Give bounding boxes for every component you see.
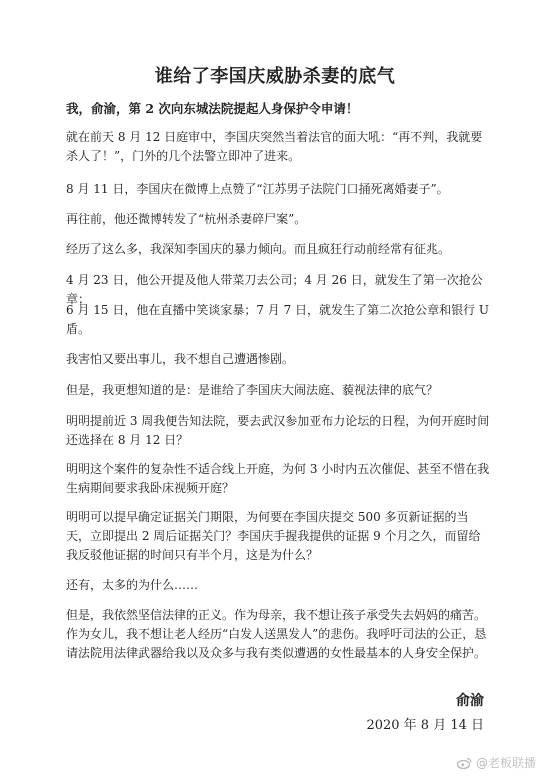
paragraph-13: 但是，我依然坚信法律的正义。作为母亲，我不想让孩子承受失去妈妈的痛苦。作为女儿，我不想让老人经历“白发人送黑发人”的悲伤。我呼吁司法的公正，恳请法院用法律武器给我以及众多与我有类似遭遇的女性最基本的人身安全保护。 bbox=[66, 608, 487, 660]
paragraph-5: 4 月 23 日，他公开提及他人带菜刀去公司；4 月 26 日，就发生了第一次抢公章； bbox=[66, 273, 483, 306]
signature-name: 俞渝 bbox=[456, 693, 484, 709]
paragraph-9: 明明提前近 3 周我便告知法院，要去武汉参加亚布力论坛的日程，为何开庭时间还选择在 8 月 12 日？ bbox=[66, 414, 490, 447]
paragraph-1: 就在前天 8 月 12 日庭审中，李国庆突然当着法官的面大吼：“再不判，我就要杀人了！”，门外的几个法警立即冲了进来。 bbox=[66, 130, 483, 163]
paragraph-4: 经历了这么多，我深知李国庆的暴力倾向。而且疯狂行动前经常有征兆。 bbox=[66, 242, 451, 256]
watermark bbox=[457, 754, 536, 771]
signature-date: 2020 年 8 月 14 日 bbox=[366, 718, 484, 733]
document-title: 谁给了李国庆威胁杀妻的底气 bbox=[154, 66, 396, 87]
paragraph-11: 明明可以提早确定证据关门期限，为何要在李国庆提交 500 多页新证据的当天，立即提出 2 周后证据关门？李国庆手握我提供的证据 9 个月之久，而留给我反驳他证据的时间只有半个月，这是为什么？ bbox=[66, 510, 481, 562]
paragraph-7: 我害怕又要出事儿，我不想自己遭遇惨剧。 bbox=[66, 352, 295, 366]
paragraph-3: 再往前，他还微博转发了“杭州杀妻碎尸案”。 bbox=[66, 212, 307, 226]
paragraph-12: 还有，太多的为什么…… bbox=[66, 578, 199, 592]
paragraph-2: 8 月 11 日，李国庆在微博上点赞了“江苏男子法院门口捅死离婚妻子”。 bbox=[66, 182, 449, 196]
lead-statement: 我，俞渝，第 2 次向东城法院提起人身保护令申请！ bbox=[66, 101, 359, 116]
paragraph-8: 但是，我更想知道的是：是谁给了李国庆大闹法庭、藐视法律的底气？ bbox=[66, 383, 439, 397]
paragraph-10: 明明这个案件的复杂性不适合线上开庭，为何 3 小时内五次催促、甚至不惜在我生病期间要求我卧床视频开庭？ bbox=[66, 462, 490, 495]
weibo-icon bbox=[457, 757, 472, 769]
paragraph-6: 6 月 15 日，他在直播中笑谈家暴；7 月 7 日，就发生了第二次抢公章和银行 U 盾。 bbox=[66, 303, 489, 336]
watermark-text: @老板联播 bbox=[475, 756, 536, 770]
